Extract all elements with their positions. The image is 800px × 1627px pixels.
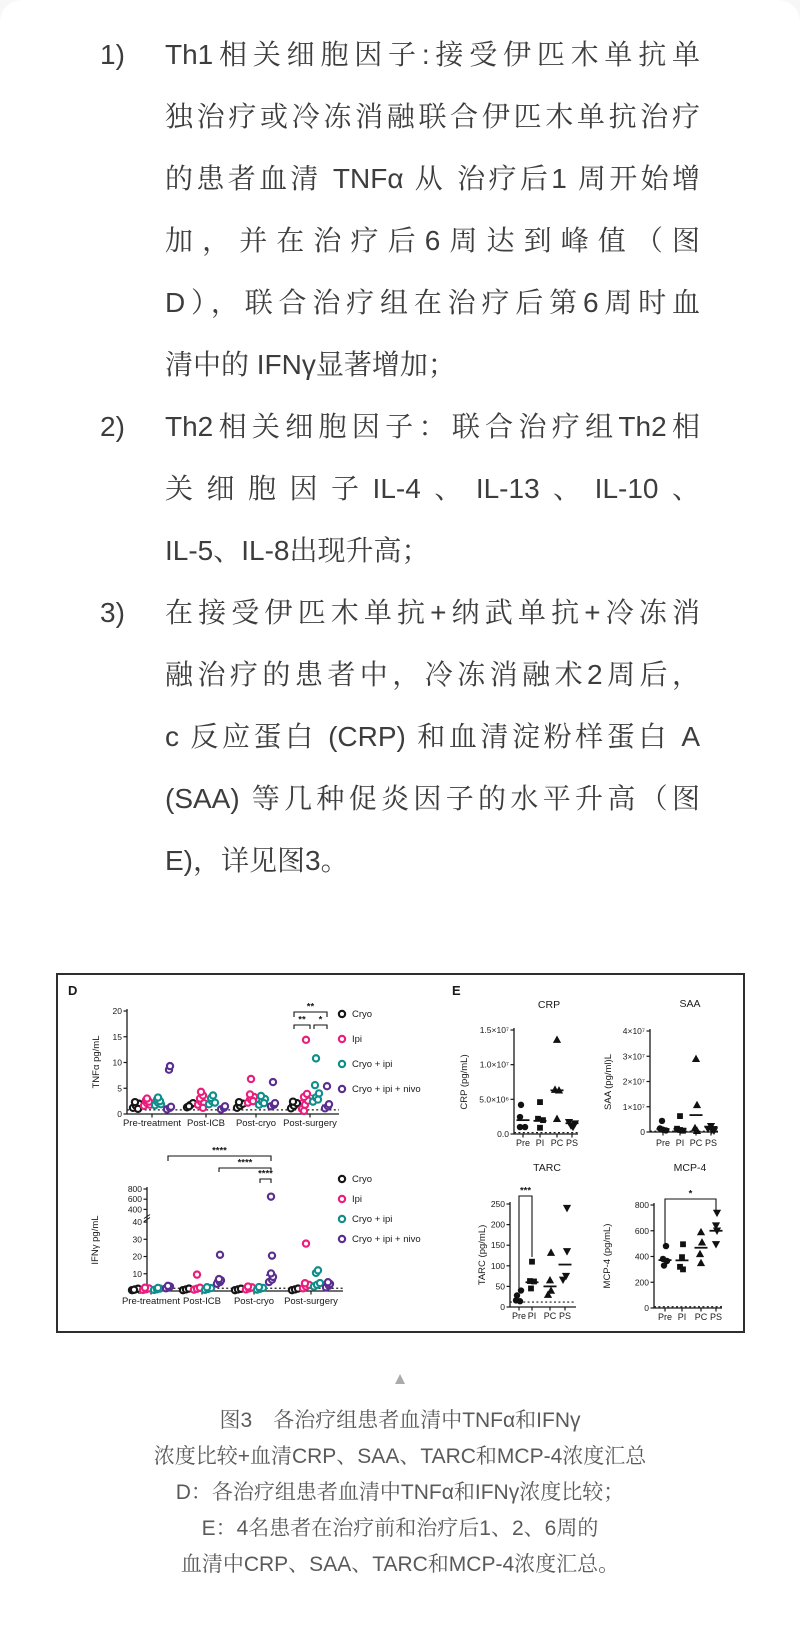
svg-text:CRP: CRP xyxy=(537,999,561,1011)
svg-text:MCP-4 (pg/mL): MCP-4 (pg/mL) xyxy=(602,1223,613,1289)
collapse-arrow-icon[interactable]: ▲ xyxy=(391,1369,409,1388)
svg-text:MCP-4: MCP-4 xyxy=(673,1162,707,1174)
svg-text:Pre: Pre xyxy=(655,1138,671,1148)
svg-text:PC: PC xyxy=(689,1138,703,1148)
svg-text:100: 100 xyxy=(490,1260,505,1271)
svg-text:400: 400 xyxy=(634,1251,649,1262)
svg-text:0: 0 xyxy=(117,1109,122,1119)
caption-line: 图3 各治疗组患者血清中TNFα和IFNγ xyxy=(219,1409,581,1432)
svg-text:PI: PI xyxy=(535,1138,545,1148)
svg-text:****: **** xyxy=(237,1157,253,1169)
text-line: Th1相关细胞因子:接受伊匹木单抗单 xyxy=(165,39,700,70)
caption-line: E：4名患者在治疗前和治疗后1、2、6周的 xyxy=(201,1517,599,1540)
svg-text:PC: PC xyxy=(550,1138,564,1148)
svg-text:250: 250 xyxy=(490,1199,505,1209)
text-line: 独治疗或冷冻消融联合伊匹木单抗治疗 xyxy=(165,101,700,132)
svg-text:Pre: Pre xyxy=(657,1312,673,1322)
caption-line: 血清中CRP、SAA、TARC和MCP-4浓度汇总。 xyxy=(180,1553,620,1576)
svg-text:E: E xyxy=(452,983,461,998)
text-line: 的患者血清 TNFα 从 治疗后1 周开始增 xyxy=(165,163,700,194)
text-line: c 反应蛋白 (CRP) 和血清淀粉样蛋白 A xyxy=(165,721,700,752)
svg-text:****: **** xyxy=(212,1145,227,1157)
svg-text:400: 400 xyxy=(127,1204,142,1215)
svg-text:Cryo + ipi: Cryo + ipi xyxy=(352,1059,393,1070)
list-item xyxy=(100,396,700,582)
svg-text:TARC (pg/mL): TARC (pg/mL) xyxy=(477,1224,488,1286)
caption-line: D：各治疗组患者血清中TNFα和IFNγ浓度比较； xyxy=(175,1481,625,1504)
svg-text:20: 20 xyxy=(112,1006,122,1016)
svg-text:4×10⁷: 4×10⁷ xyxy=(622,1026,645,1036)
text-line: 在接受伊匹木单抗+纳武单抗+冷冻消 xyxy=(165,597,700,628)
text-line: 清中的 IFNγ显著增加； xyxy=(165,349,456,380)
svg-text:Cryo + ipi: Cryo + ipi xyxy=(352,1214,393,1225)
svg-text:15: 15 xyxy=(112,1031,122,1042)
svg-text:800: 800 xyxy=(634,1200,649,1210)
svg-text:600: 600 xyxy=(634,1225,649,1236)
svg-text:TARC: TARC xyxy=(533,1162,561,1174)
svg-text:PI: PI xyxy=(527,1311,537,1321)
svg-text:Pre-treatment: Pre-treatment xyxy=(121,1296,181,1307)
svg-text:800: 800 xyxy=(127,1184,142,1194)
list-item xyxy=(100,582,700,892)
svg-text:PI: PI xyxy=(675,1138,685,1148)
figure-3-panel xyxy=(56,973,745,1333)
svg-text:SAA: SAA xyxy=(679,998,701,1010)
svg-text:200: 200 xyxy=(634,1277,649,1288)
text-line: D），联合治疗组在治疗后第6周时血 xyxy=(165,287,700,318)
text-line: E)，详见图3。 xyxy=(165,845,349,876)
text-line: Th2相关细胞因子：联合治疗组Th2相 xyxy=(165,411,700,442)
svg-text:40: 40 xyxy=(132,1217,142,1228)
svg-text:PS: PS xyxy=(558,1311,572,1321)
svg-text:TNFα pg/mL: TNFα pg/mL xyxy=(91,1035,102,1089)
svg-text:Post-cryo: Post-cryo xyxy=(233,1296,275,1307)
caption-line: 浓度比较+血清CRP、SAA、TARC和MCP-4浓度汇总 xyxy=(153,1445,647,1468)
figure-caption xyxy=(0,1403,800,1583)
text-line: 关细胞因子IL-4、IL-13、IL-10、 xyxy=(165,473,700,504)
list-item xyxy=(100,24,700,396)
svg-text:***: *** xyxy=(519,1185,532,1197)
svg-text:PI: PI xyxy=(677,1312,687,1322)
svg-text:Pre: Pre xyxy=(511,1311,527,1321)
svg-text:0: 0 xyxy=(640,1127,645,1137)
svg-text:10: 10 xyxy=(112,1057,122,1068)
svg-text:IFNγ pg/mL: IFNγ pg/mL xyxy=(90,1215,101,1265)
text-line: 融治疗的患者中，冷冻消融术2周后， xyxy=(165,659,700,690)
svg-text:Post-surgery: Post-surgery xyxy=(283,1118,337,1129)
svg-text:Cryo + ipi + nivo: Cryo + ipi + nivo xyxy=(352,1084,421,1095)
list-item-number: 3) xyxy=(100,597,125,628)
svg-text:PC: PC xyxy=(543,1311,557,1321)
svg-text:50: 50 xyxy=(495,1281,505,1292)
svg-text:5.0×10⁶: 5.0×10⁶ xyxy=(479,1094,509,1105)
svg-text:PS: PS xyxy=(704,1138,718,1148)
svg-text:10: 10 xyxy=(132,1268,142,1279)
svg-text:*: * xyxy=(318,1014,323,1026)
svg-text:PS: PS xyxy=(565,1138,579,1148)
svg-text:Post-surgery: Post-surgery xyxy=(284,1296,338,1307)
svg-text:600: 600 xyxy=(127,1194,142,1205)
svg-text:1×10⁷: 1×10⁷ xyxy=(622,1101,645,1112)
svg-text:**: ** xyxy=(306,1001,315,1013)
svg-text:3×10⁷: 3×10⁷ xyxy=(622,1051,645,1062)
svg-text:30: 30 xyxy=(132,1234,142,1245)
svg-text:Post-ICB: Post-ICB xyxy=(186,1118,226,1129)
svg-text:Cryo: Cryo xyxy=(352,1174,373,1185)
svg-text:2×10⁷: 2×10⁷ xyxy=(622,1076,645,1087)
svg-text:*: * xyxy=(688,1188,693,1200)
svg-text:0.0: 0.0 xyxy=(497,1129,509,1139)
text-line: (SAA) 等几种促炎因子的水平升高（图 xyxy=(165,783,700,814)
text-line: 加，并在治疗后6周达到峰值（图 xyxy=(165,225,700,256)
svg-text:Post-ICB: Post-ICB xyxy=(182,1296,222,1307)
svg-text:****: **** xyxy=(258,1168,273,1180)
list-item-number: 1) xyxy=(100,39,125,70)
svg-text:Pre: Pre xyxy=(515,1138,531,1148)
numbered-list xyxy=(0,24,800,892)
svg-text:Ipi: Ipi xyxy=(352,1034,363,1045)
svg-text:1.5×10⁷: 1.5×10⁷ xyxy=(479,1025,509,1035)
svg-text:SAA (pg/ml)L: SAA (pg/ml)L xyxy=(603,1054,614,1110)
figure-3-charts xyxy=(58,975,743,1331)
svg-text:5: 5 xyxy=(117,1083,122,1094)
svg-text:1.0×10⁷: 1.0×10⁷ xyxy=(479,1059,509,1070)
svg-text:D: D xyxy=(68,983,78,998)
svg-text:0: 0 xyxy=(644,1303,649,1313)
svg-text:Cryo + ipi + nivo: Cryo + ipi + nivo xyxy=(352,1234,421,1245)
svg-text:0: 0 xyxy=(500,1302,505,1312)
svg-text:PC: PC xyxy=(694,1312,708,1322)
svg-text:PS: PS xyxy=(709,1312,723,1322)
svg-text:Cryo: Cryo xyxy=(352,1009,373,1020)
svg-text:200: 200 xyxy=(490,1219,505,1230)
svg-text:**: ** xyxy=(298,1014,306,1026)
svg-text:20: 20 xyxy=(132,1251,142,1262)
svg-text:Post-cryo: Post-cryo xyxy=(235,1118,277,1129)
svg-text:Pre-treatment: Pre-treatment xyxy=(122,1118,182,1129)
svg-text:150: 150 xyxy=(490,1240,505,1251)
svg-text:CRP (pg/mL): CRP (pg/mL) xyxy=(459,1054,470,1110)
list-item-number: 2) xyxy=(100,411,125,442)
svg-text:Ipi: Ipi xyxy=(352,1194,363,1205)
text-line: IL-5、IL-8出现升高； xyxy=(165,535,430,566)
